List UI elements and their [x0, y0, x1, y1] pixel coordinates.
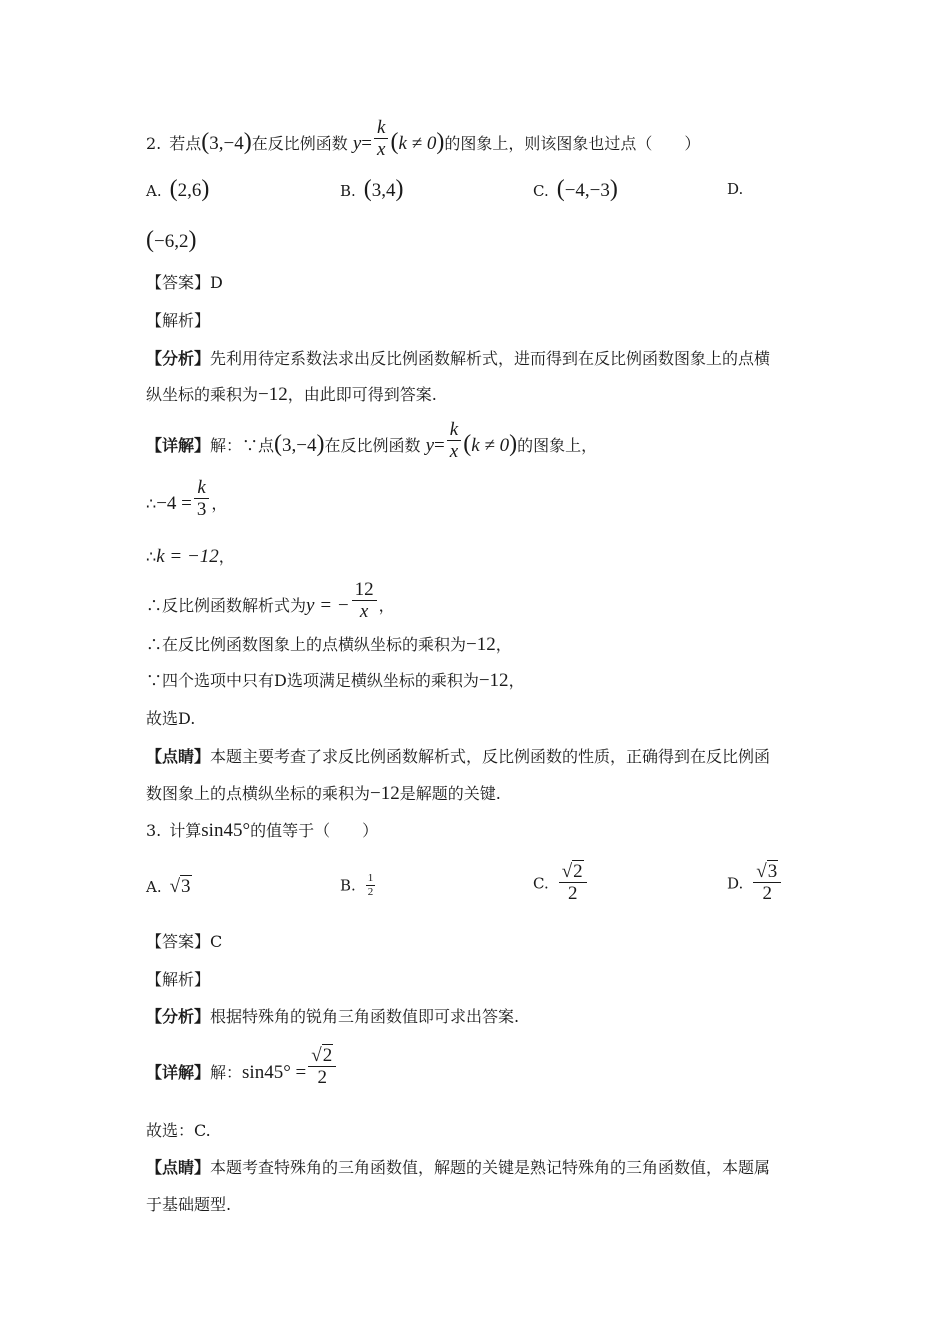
q3-option-b[interactable]: B. $\frac{1}{2}$: [340, 872, 374, 898]
q2-stem: 2. 若点(3,−4)在反比例函数 y= $\frac{k}{x}$ (k ≠ 0)的图象上，则该图象也过点（ ）: [146, 117, 701, 160]
q3-stem: 3. 计算sin45°的值等于（ ）: [146, 820, 379, 841]
q2-number: 2.: [146, 134, 162, 153]
q2-fenxi-line2: 纵坐标的乘积为−12，由此即可得到答案.: [146, 384, 437, 405]
q3-dianjing-line2: 于基础题型.: [146, 1195, 232, 1214]
q3-answer: 【答案】C: [146, 932, 223, 951]
q3-number: 3.: [146, 821, 162, 840]
q2-step2: ∴k = −12，: [146, 546, 235, 567]
q2-analysis-tag: 【解析】: [146, 311, 211, 330]
q2-dianjing-line2: 数图象上的点横纵坐标的乘积为−12是解题的关键.: [146, 783, 501, 804]
q2-option-d-label[interactable]: D.: [727, 180, 744, 198]
q2-fraction: $\frac{k}{x}$: [374, 118, 388, 161]
q3-detail: 【详解】解：sin45° = $\frac{√2}{2}$: [146, 1058, 338, 1089]
q3-analysis-tag: 【解析】: [146, 970, 211, 989]
q2-step1: ∴−4 = $\frac{k}{3}$ ，: [146, 477, 228, 520]
q3-option-c[interactable]: C. $\frac{√2}{2}$: [533, 862, 589, 905]
q2-answer: 【答案】D: [146, 273, 223, 292]
q2-step5: ∵四个选项中只有D选项满足横纵坐标的乘积为−12，: [146, 670, 525, 691]
q2-option-b[interactable]: B. (3,4): [340, 176, 404, 202]
q2-option-c[interactable]: C. (−4,−3): [533, 176, 618, 202]
q3-option-a[interactable]: A. √3: [146, 876, 191, 897]
q3-conclusion: 故选：C.: [146, 1121, 211, 1140]
q2-option-a[interactable]: A. (2,6): [146, 176, 210, 202]
q2-step3: ∴反比例函数解析式为y = − $\frac{12}{x}$ ，: [146, 579, 395, 622]
q2-fenxi-line1: 【分析】先利用待定系数法求出反比例函数解析式，进而得到在反比例函数图象上的点横: [146, 349, 771, 368]
q3-fenxi: 【分析】根据特殊角的锐角三角函数值即可求出答案.: [146, 1007, 520, 1026]
q2-dianjing-line1: 【点睛】本题主要考查了求反比例函数解析式，反比例函数的性质，正确得到在反比例函: [146, 747, 771, 766]
q2-step4: ∴在反比例函数图象上的点横纵坐标的乘积为−12，: [146, 634, 512, 655]
q2-option-d-value[interactable]: (−6,2): [146, 227, 197, 253]
q2-detail-line: 【详解】解：∵点(3,−4)在反比例函数 y= $\frac{k}{x}$ (k ≠ 0)的图象上，: [146, 419, 598, 462]
q3-option-d[interactable]: D. $\frac{√3}{2}$: [727, 862, 783, 905]
q3-dianjing-line1: 【点睛】本题考查特殊角的三角函数值，解题的关键是熟记特殊角的三角函数值，本题属: [146, 1158, 771, 1177]
q2-point: 3,−4: [209, 133, 244, 154]
q2-step6: 故选D.: [146, 709, 196, 728]
